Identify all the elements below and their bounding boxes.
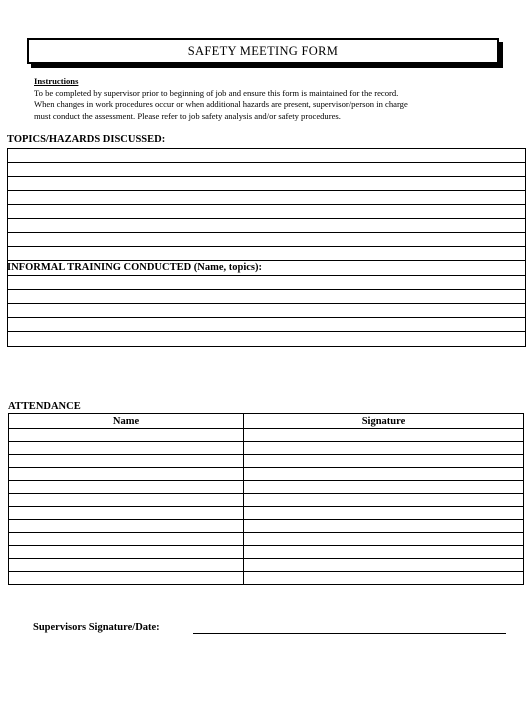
- form-title-box: [27, 38, 499, 64]
- training-label: INFORMAL TRAINING CONDUCTED (Name, topics):: [7, 262, 263, 273]
- attendance-signature-cell[interactable]: [244, 572, 524, 585]
- attendance-signature-cell[interactable]: [244, 546, 524, 559]
- instructions-line: When changes in work procedures occur or when additional hazards are present, supervisor/person in charge: [34, 99, 408, 110]
- topics-lined-area[interactable]: [7, 148, 526, 276]
- attendance-name-cell[interactable]: [9, 546, 244, 559]
- blank-line[interactable]: [8, 318, 525, 332]
- attendance-name-cell[interactable]: [9, 572, 244, 585]
- column-header-name: Name: [9, 414, 244, 429]
- attendance-signature-cell[interactable]: [244, 559, 524, 572]
- attendance-row: [9, 494, 524, 507]
- instructions-block: [34, 76, 514, 122]
- attendance-row: [9, 533, 524, 546]
- instructions-heading: Instructions: [34, 76, 79, 86]
- attendance-row: [9, 429, 524, 442]
- supervisor-signature-label: Supervisors Signature/Date:: [33, 622, 160, 633]
- blank-line[interactable]: [8, 247, 525, 261]
- attendance-name-cell[interactable]: [9, 559, 244, 572]
- attendance-row: [9, 468, 524, 481]
- attendance-row: [9, 546, 524, 559]
- attendance-header-row: [9, 414, 524, 429]
- attendance-row: [9, 481, 524, 494]
- blank-line[interactable]: [8, 233, 525, 247]
- attendance-signature-cell[interactable]: [244, 533, 524, 546]
- attendance-signature-cell[interactable]: [244, 494, 524, 507]
- attendance-signature-cell[interactable]: [244, 481, 524, 494]
- attendance-label: ATTENDANCE: [8, 401, 81, 412]
- instructions-line: To be completed by supervisor prior to beginning of job and ensure this form is maintained for the record.: [34, 87, 399, 98]
- attendance-name-cell[interactable]: [9, 481, 244, 494]
- attendance-name-cell[interactable]: [9, 429, 244, 442]
- attendance-name-cell[interactable]: [9, 520, 244, 533]
- attendance-table: [8, 413, 524, 585]
- attendance-row: [9, 442, 524, 455]
- blank-line[interactable]: [8, 191, 525, 205]
- training-lined-area[interactable]: [7, 275, 526, 347]
- attendance-signature-cell[interactable]: [244, 468, 524, 481]
- blank-line[interactable]: [8, 304, 525, 318]
- blank-line[interactable]: [8, 219, 525, 233]
- attendance-signature-cell[interactable]: [244, 507, 524, 520]
- attendance-name-cell[interactable]: [9, 494, 244, 507]
- blank-line[interactable]: [8, 276, 525, 290]
- attendance-signature-cell[interactable]: [244, 442, 524, 455]
- blank-line[interactable]: [8, 177, 525, 191]
- attendance-name-cell[interactable]: [9, 442, 244, 455]
- attendance-name-cell[interactable]: [9, 533, 244, 546]
- blank-line[interactable]: [8, 290, 525, 304]
- attendance-row: [9, 507, 524, 520]
- column-header-signature: Signature: [244, 414, 524, 429]
- attendance-row: [9, 559, 524, 572]
- attendance-name-cell[interactable]: [9, 455, 244, 468]
- attendance-row: [9, 572, 524, 585]
- attendance-signature-cell[interactable]: [244, 520, 524, 533]
- attendance-signature-cell[interactable]: [244, 429, 524, 442]
- attendance-row: [9, 520, 524, 533]
- instructions-line: must conduct the assessment. Please refer to job safety analysis and/or safety procedures.: [34, 110, 341, 121]
- blank-line[interactable]: [8, 332, 525, 346]
- blank-line[interactable]: [8, 205, 525, 219]
- form-title: SAFETY MEETING FORM: [187, 43, 339, 58]
- attendance-name-cell[interactable]: [9, 507, 244, 520]
- attendance-row: [9, 455, 524, 468]
- attendance-signature-cell[interactable]: [244, 455, 524, 468]
- attendance-name-cell[interactable]: [9, 468, 244, 481]
- supervisor-signature-line[interactable]: [193, 633, 506, 634]
- blank-line[interactable]: [8, 163, 525, 177]
- blank-line[interactable]: [8, 149, 525, 163]
- topics-label: TOPICS/HAZARDS DISCUSSED:: [7, 134, 166, 145]
